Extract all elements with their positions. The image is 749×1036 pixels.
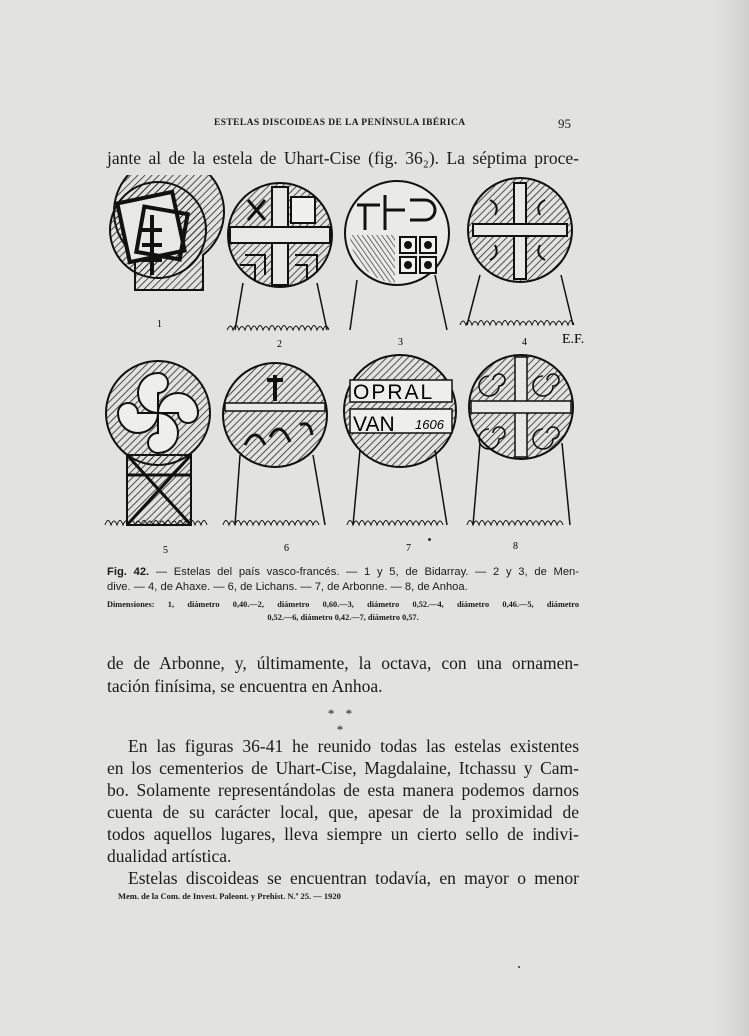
artist-signature: E.F. (562, 332, 585, 347)
stela-4 (460, 178, 574, 325)
footer-citation: Mem. de la Com. de Invest. Paleont. y Prehist. N.º 25. — 1920 (118, 891, 341, 901)
inscription-year: 1606 (415, 417, 444, 432)
ink-speck (428, 538, 431, 541)
page-edge-shadow (713, 0, 749, 1036)
para1-line-2: tación finísima, se encuentra en Anhoa. (107, 676, 383, 696)
stela-label-6: 6 (284, 543, 289, 554)
para2-line-6: dualidad artística. (107, 846, 232, 866)
stelae-figure (95, 175, 585, 565)
para2-line-7: Estelas discoideas se encuentran todavía, en mayor o menor (128, 868, 579, 888)
dimensions-line-2: 0,52.—6, diámetro 0,42.—7, diámetro 0,57. (267, 613, 419, 622)
running-head: ESTELAS DISCOIDEAS DE LA PENÍNSULA IBÉRICA (214, 118, 466, 128)
stela-label-2: 2 (277, 339, 282, 350)
inscription-top: OPRAL (353, 381, 435, 404)
figure-label: Fig. 42. (107, 566, 150, 578)
caption-line-1-text: — Estelas del país vasco-francés. — 1 y 5, de Bidarray. — 2 y 3, de Men- (149, 566, 580, 578)
stela-5 (106, 361, 210, 525)
figure-caption-line-2: dive. — 4, de Ahaxe. — 6, de Lichans. — 7, de Arbonne. — 8, de Anhoa. (107, 581, 468, 593)
stela-1 (110, 175, 224, 290)
para2-line-3: bo. Solamente representándolas de esta manera podemos darnos (107, 780, 579, 800)
stela-8 (469, 355, 573, 525)
section-break: * * * (327, 706, 357, 737)
para2-line-4: cuenta de su carácter local, que, apesar de la proximidad de (107, 802, 579, 822)
stela-label-1: 1 (157, 319, 162, 330)
stela-6 (223, 363, 327, 525)
stela-label-8: 8 (513, 541, 518, 552)
inscription-bottom: VAN (353, 413, 395, 436)
ink-speck (518, 966, 520, 968)
page-number: 95 (558, 116, 571, 131)
para1-line-1: de de Arbonne, y, últimamente, la octava, con una ornamen- (107, 653, 579, 673)
stela-label-4: 4 (522, 337, 527, 348)
stelae-illustration (95, 175, 585, 565)
stela-2 (227, 183, 332, 330)
stela-3 (345, 181, 449, 330)
stela-label-7: 7 (406, 543, 411, 554)
para2-line-1: En las figuras 36-41 he reunido todas las estelas existentes (128, 736, 579, 756)
dimensions-line-1: Dimensiones: 1, diámetro 0,40.—2, diámetro 0,60.—3, diámetro 0,52.—4, diámetro 0,46.—5, diámetro (107, 600, 579, 609)
stela-label-5: 5 (163, 545, 168, 556)
figure-caption-line-1 (107, 565, 579, 579)
para2-line-5: todos aquellos lugares, lleva siempre un cierto sello de indivi- (107, 824, 579, 844)
intro-line: jante al de la estela de Uhart-Cise (fig. 36₂). La séptima proce- (107, 148, 579, 168)
stela-7 (344, 355, 456, 525)
para2-line-2: en los cementerios de Uhart-Cise, Magdalaine, Itchassu y Cam- (107, 758, 579, 778)
stela-label-3: 3 (398, 337, 403, 348)
